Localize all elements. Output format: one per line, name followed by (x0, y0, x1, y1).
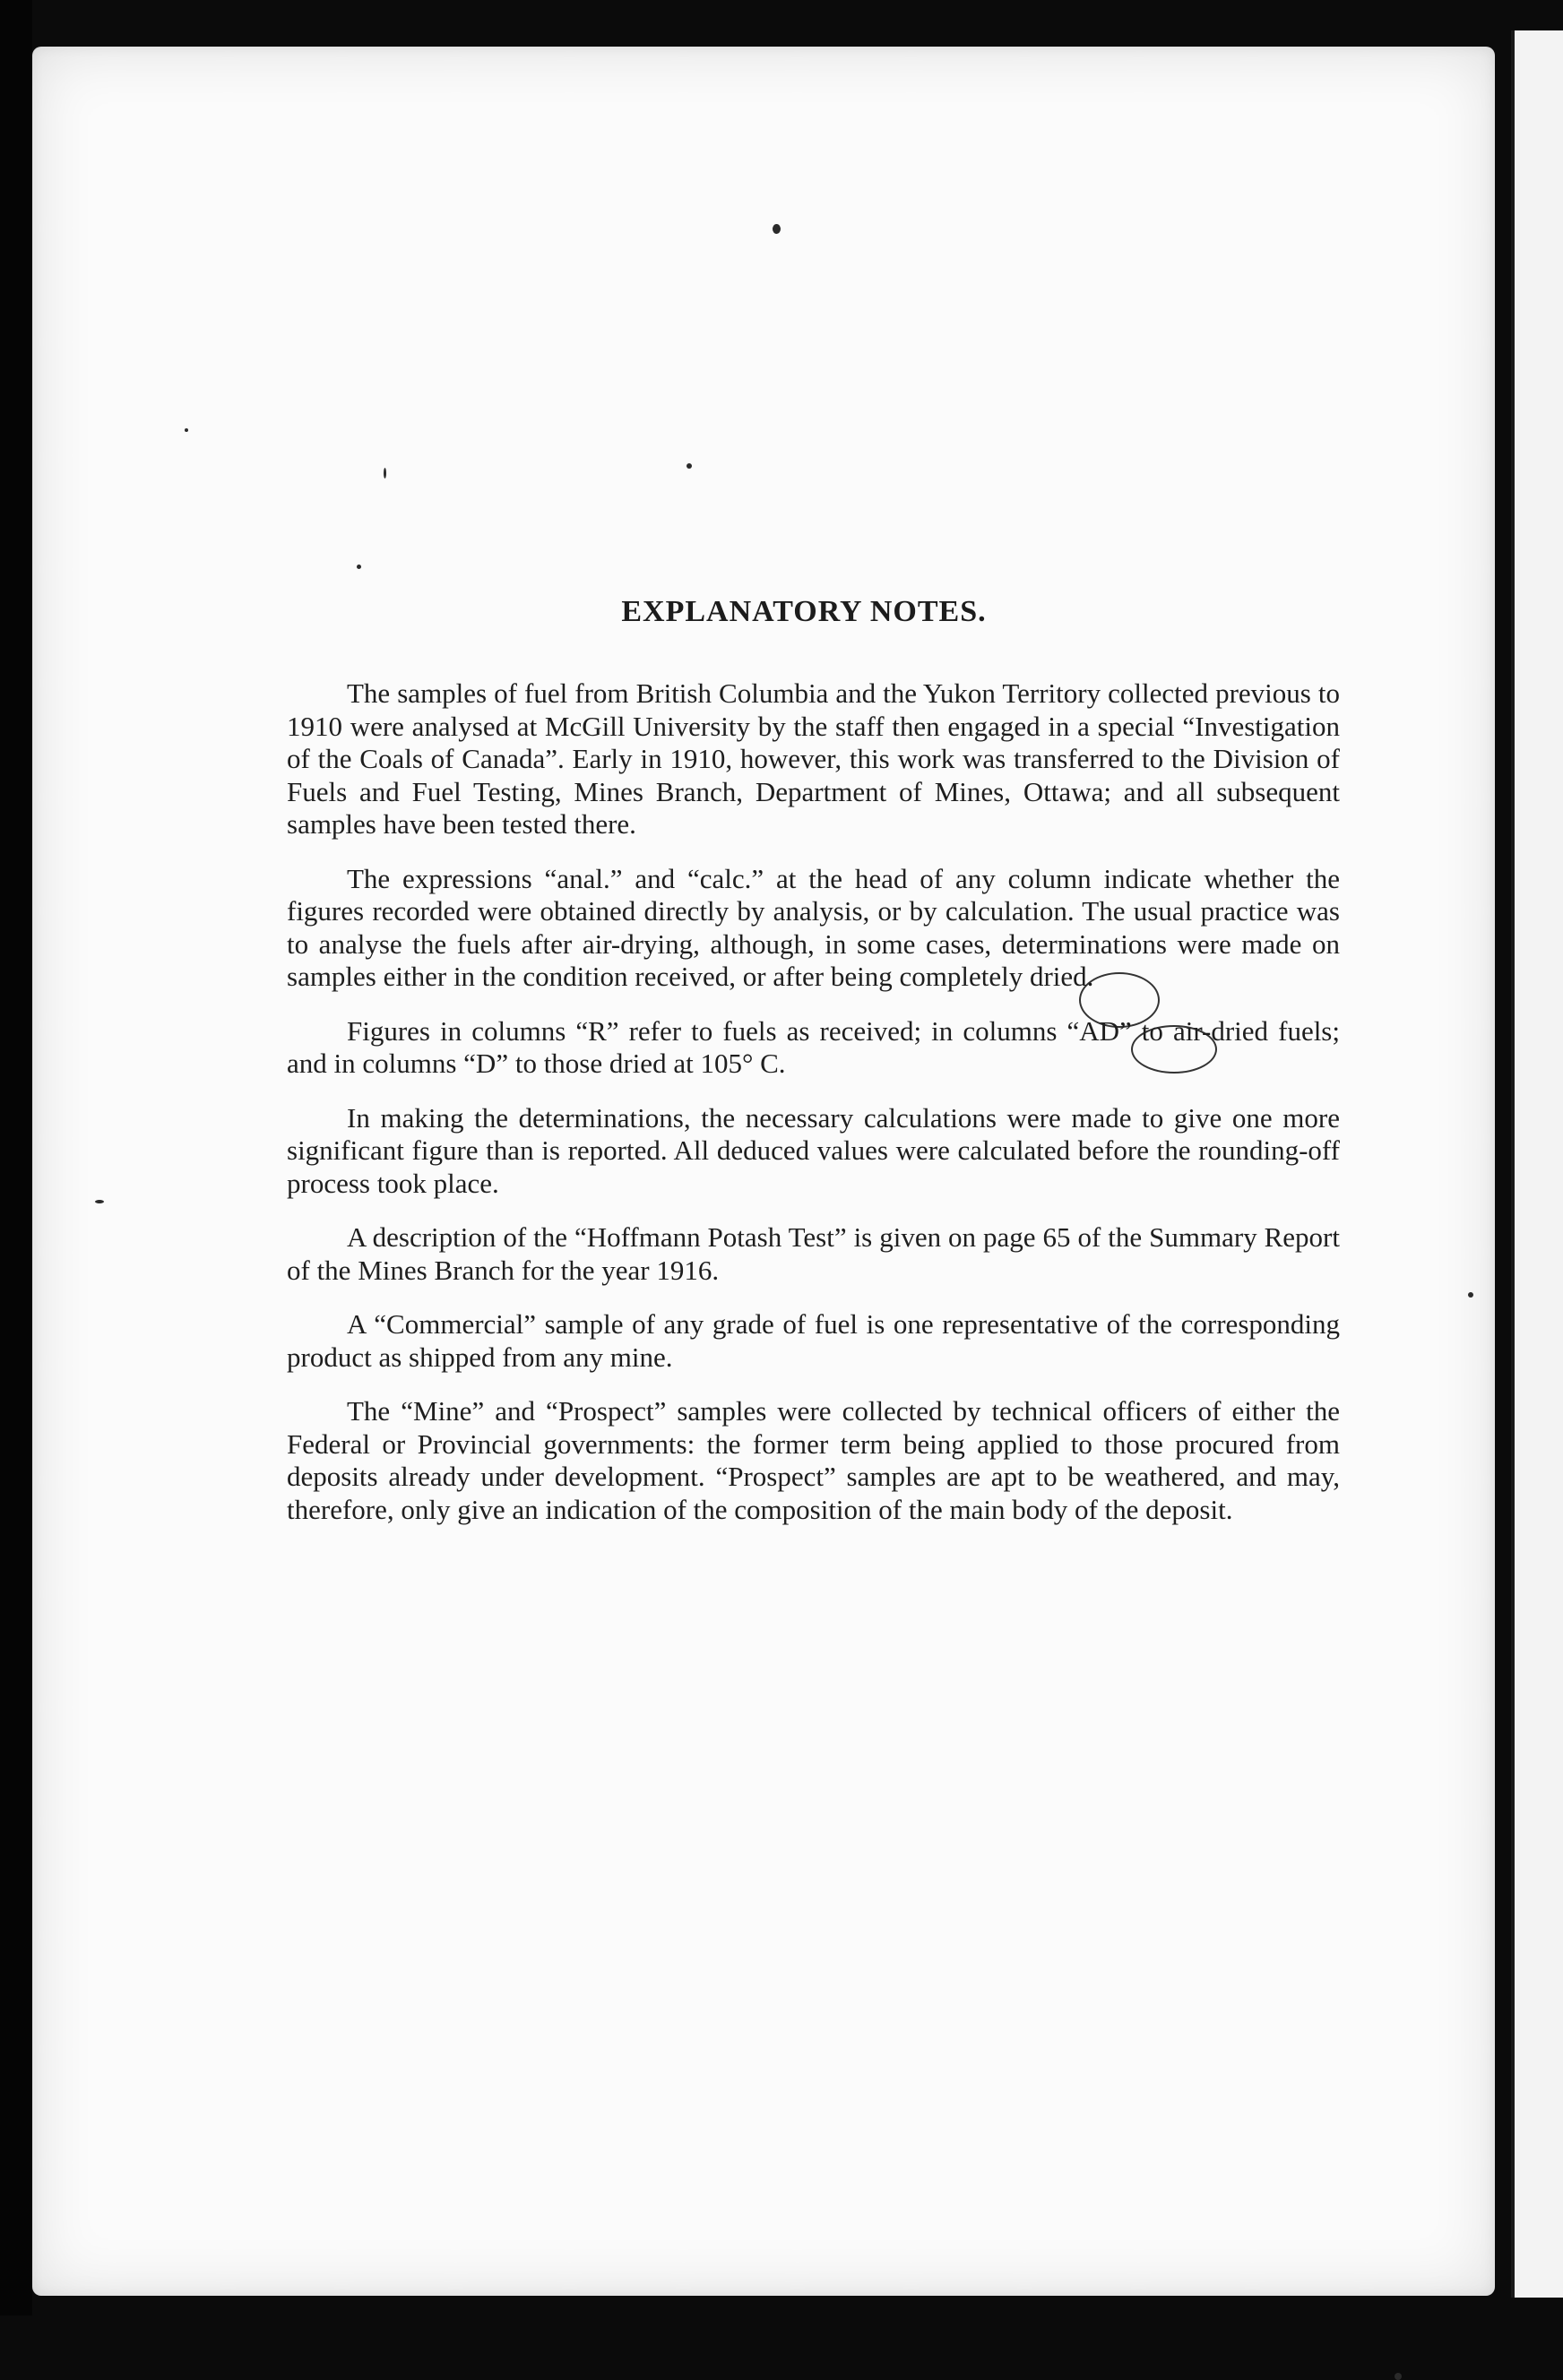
scan-speck (687, 463, 692, 469)
scan-speck (95, 1200, 104, 1203)
scan-border-left (0, 0, 32, 2315)
paragraph-mine-prospect: The “Mine” and “Prospect” samples were collected by technical officers of either the Federal or Provincial governments: the former term being applied to those procured from deposits already under development. “Prospect” samples are apt to be weathered, and may, therefore, only give an indication of the composition of the main body of the deposit. (287, 1395, 1340, 1525)
scan-speck (384, 468, 386, 479)
scan-speck (1395, 2373, 1402, 2380)
scan-speck (773, 224, 781, 234)
paragraph-column-expressions: The expressions “anal.” and “calc.” at the head of any column indicate whether the figures recorded were obtained directly by analysis, or by calculation. The usual practice was to analyse the fuels after air-drying, although, in some cases, determinations were made on samples either in the condition received, or after being completely dried. (287, 862, 1340, 992)
page-title: EXPLANATORY NOTES. (621, 595, 987, 628)
body-text (287, 677, 1340, 1548)
paragraph-column-codes: Figures in columns “R” refer to fuels as received; in columns “AD” to air-dried fuels; and in columns “D” to those dried at 105° C. (287, 1014, 1340, 1079)
adjacent-page-edge (1511, 30, 1563, 2298)
scan-speck (357, 565, 361, 569)
scan-speck (1468, 1292, 1473, 1298)
paragraph-potash-test: A description of the “Hoffmann Potash Test” is given on page 65 of the Summary Report of the Mines Branch for the year 1916. (287, 1221, 1340, 1286)
paragraph-samples-history: The samples of fuel from British Columbia and the Yukon Territory collected previous to 1910 were analysed at McGill University by the staff then engaged in a special “Investigation of the Coals of Canada”. Early in 1910, however, this work was transferred to the Division of Fuels and Fuel Testing, Mines Branch, Department of Mines, Ottawa; and all subsequent samples have been tested there. (287, 677, 1340, 840)
paragraph-commercial-sample: A “Commercial” sample of any grade of fuel is one representative of the corresponding product as shipped from any mine. (287, 1308, 1340, 1373)
paragraph-determinations: In making the determinations, the necessary calculations were made to give one more significant figure than is reported. All deduced values were calculated before the rounding-off process took place. (287, 1101, 1340, 1199)
scan-speck (185, 428, 188, 432)
